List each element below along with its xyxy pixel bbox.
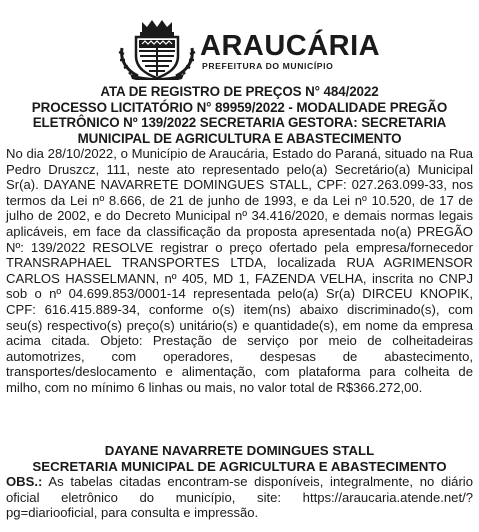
title-line-2: PROCESSO LICITATÓRIO N° 89959/2022 - MODALIDADE PREGÃO <box>31 99 448 115</box>
observation-note <box>6 474 473 521</box>
document-titles <box>6 84 473 146</box>
obs-label: OBS.: <box>6 474 43 489</box>
document-body <box>6 146 473 396</box>
obs-text: As tabelas citadas encontram-se disponíveis, integralmente, no diário oficial eletrônico do município, site: https://araucaria.atende.net/?pg=diariooficial, para consulta e impressão. <box>6 474 473 521</box>
title-line-1: ATA DE REGISTRO DE PREÇOS N° 484/2022 <box>100 84 379 99</box>
signature-name: DAYANE NAVARRETE DOMINGUES STALL <box>104 443 375 458</box>
brand-subtitle: PREFEITURA DO MUNICÍPIO <box>202 61 334 71</box>
signature-block <box>6 443 473 474</box>
municipal-crest-icon <box>116 18 198 80</box>
title-line-3: ELETRÔNICO Nº 139/2022 SECRETARIA GESTORA: SECRETARIA <box>32 115 447 131</box>
title-line-4: MUNICIPAL DE AGRICULTURA E ABASTECIMENTO <box>77 130 402 146</box>
brand-name: ARAUCÁRIA <box>200 30 381 62</box>
signature-office: SECRETARIA MUNICIPAL DE AGRICULTURA E ABASTECIMENTO <box>32 458 447 474</box>
body-paragraph: No dia 28/10/2022, o Município de Araucária, Estado do Paraná, situado na Rua Pedro Druszcz, 111, neste ato representado pelo(a) Secretário(a) Municipal Sr(a). DAYANE NAVARRETE DOMINGUES STALL, CPF: 027.263.099-33, nos termos da Lei nº 8.666, de 21 de junho de 1993, e da Lei nº 10.520, de 17 de julho de 2002, e do Decreto Municipal nº 34.416/2020, e demais normas legais aplicáveis, em face da classificação da proposta apresentada no(a) PREGÃO Nº: 139/2022 RESOLVE registrar o preço ofertado pela empresa/fornecedor TRANSRAPHAEL TRANSPORTES LTDA, localizada RUA AGRIMENSOR CARLOS HASSELMANN, nº 405, MD 1, FAZENDA VELHA, inscrita no CNPJ sob o nº 04.699.853/0001-14 representada pelo(a) Sr(a) DIRCEU KNOPIK, CPF: 616.415.889-34, conforme o(s) item(ns) abaixo discriminado(s), com seu(s) respectivo(s) preço(s) unitário(s) e quantidade(s), em nome da empresa acima citada. Objeto: Prestação de serviço por meio de colheitadeiras automotrizes, com operadores, despesas de abastecimento, transportes/deslocamento e alimentação, com plataforma para colheita de milho, com no mínimo 6 linhas ou mais, no valor total de R$366.272,00. <box>6 146 473 395</box>
brand <box>200 32 380 71</box>
header <box>0 10 479 78</box>
